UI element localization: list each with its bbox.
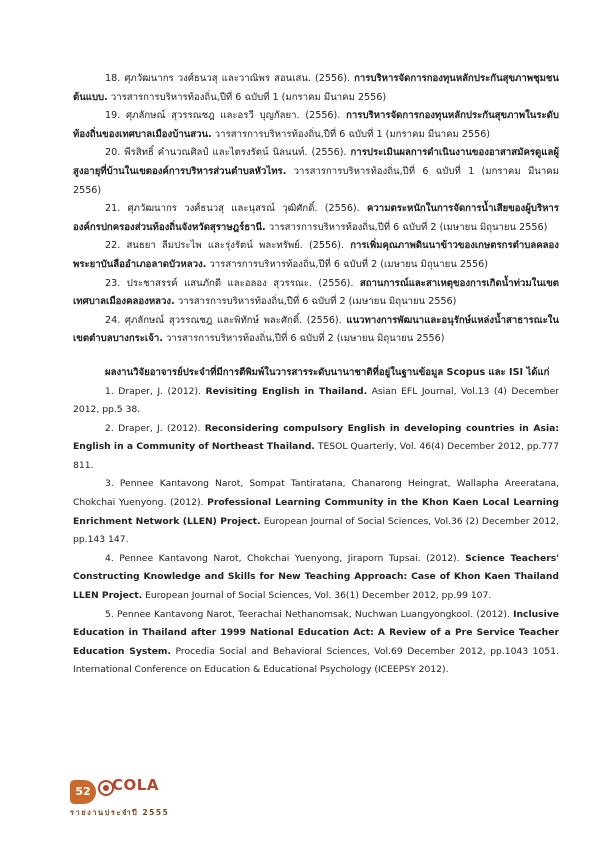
page-footer	[70, 766, 210, 826]
logo-text: COLA	[112, 776, 159, 794]
thai-reference: 22. สนธยา ลีมประไพ และรุ่งรัตน์ พละทรัพย์. (2556). การเพิ่มคุณภาพดินนาข้าวของเกษตรกรตำบลคลองพระยาบันลืออำเภอลาดบัวหลวง. วารสารการบริหารท้องถิ่น,ปีที่ 6 ฉบับที่ 2 (เมษายน มิถุนายน 2556)	[73, 240, 559, 270]
english-reference: 3. Pennee Kantavong Narot, Sompat Tantiratana, Chanarong Heingrat, Wallapha Areeratana, Chokchai Yuenyong. (2012). Professional Learning Community in the Khon Kaen Local Learning Enrichment Network (LLEN) Project. European Journal of Social Sciences, Vol.36 (2) December 2012, pp.143 147.	[73, 478, 560, 546]
section-heading: ผลงานวิจัยอาจารย์ประจำที่มีการตีพิมพ์ในวารสารระดับนานาชาติที่อยู่ในฐานข้อมูล Scopus และ ISI ได้แก่	[105, 366, 550, 378]
thai-reference: 19. ศุภลักษณ์ สุวรรณชฎ และอรวี บุญกัลยา. (2556). การบริหารจัดการกองทุนหลักประกันสุขภาพในระดับท้องถิ่นของเทศบาลเมืองบ้านสวน. วารสารการบริหารท้องถิ่น,ปีที่ 6 ฉบับที่ 1 (มกราคม มีนาคม 2556)	[73, 110, 559, 140]
page-number: 52	[70, 780, 96, 804]
english-reference: 5. Pennee Kantavong Narot, Teerachai Nethanomsak, Nuchwan Luangyongkool. (2012). Inclusive Education in Thailand after 1999 National Education Act: A Review of a Pre Service Teacher Education System. Procedia Social and Behavioral Sciences, Vol.69 December 2012, pp.1043 1051. International Conference on Education & Educational Psychology (ICEEPSY 2012).	[73, 608, 560, 676]
english-reference: 4. Pennee Kantavong Narot, Chokchai Yuenyong, Jiraporn Tupsai. (2012). Science Teachers' Constructing Knowledge and Skills for New Teaching Approach: Case of Khon Kaen Thailand LLEN Project. European Journal of Social Sciences, Vol. 36(1) December 2012, pp.99 107.	[73, 552, 560, 602]
thai-reference: 20. พีรสิทธิ์ คำนวณศิลป์ และไตรงรัตน์ นิลนนท์. (2556). การประเมินผลการดำเนินงานของอาสาสมัครดูแลผู้สูงอายุที่บ้านในเขตองค์การบริหารส่วนตำบลหัวไทร. วารสารการบริหารท้องถิ่น,ปีที่ 6 ฉบับที่ 1 (มกราคม มีนาคม 2556)	[73, 147, 559, 196]
thai-reference: 21. ศุภวัฒนากร วงศ์ธนวสุ และนุสรณ์ วุฒิศักดิ์. (2556). ความตระหนักในการจัดการน้ำเสียของผู้บริหารองค์กรปกครองส่วนท้องถิ่นจังหวัดสุราษฎร์ธานี. วารสารการบริหารท้องถิ่น,ปีที่ 6 ฉบับที่ 2 (เมษายน มิถุนายน 2556)	[73, 203, 559, 233]
thai-reference: 24. ศุภลักษณ์ สุวรรณชฎ และพิทักษ์ พละศักดิ์. (2556). แนวทางการพัฒนาและอนุรักษ์แหล่งน้ำสาธารณะในเขตตำบลบางกระเจ้า. วารสารการบริหารท้องถิ่น,ปีที่ 6 ฉบับที่ 2 (เมษายน มิถุนายน 2556)	[73, 314, 559, 345]
thai-reference: 18. ศุภวัฒนากร วงศ์ธนวสุ และวาณิพร สอนเสน. (2556). การบริหารจัดการกองทุนหลักประกันสุขภาพชุมชนต้นแบบ. วารสารการบริหารท้องถิ่น,ปีที่ 6 ฉบับที่ 1 (มกราคม มีนาคม 2556)	[73, 73, 559, 103]
english-reference: 2. Draper, J. (2012). Reconsidering compulsory English in developing countries in Asia: English in a Community of Northeast Thailand. TESOL Quarterly, Vol. 46(4) December 2012, pp.777 811.	[73, 422, 560, 471]
english-reference: 1. Draper, J. (2012). Revisiting English in Thailand. Asian EFL Journal, Vol.13 (4) December 2012, pp.5 38.	[73, 385, 560, 416]
content-body	[73, 70, 559, 680]
thai-reference: 23. ประชาสรรค์ แสนภักดี และอลอง สุวรรณะ. (2556). สถานการณ์และสาเหตุของการเกิดน้ำท่วมในเขตเทศบาลเมืองคลองหลวง. วารสารการบริหารท้องถิ่น,ปีที่ 6 ฉบับที่ 2 (เมษายน มิถุนายน 2556)	[73, 277, 559, 308]
report-caption: รายงานประจำปี 2555	[70, 808, 170, 817]
